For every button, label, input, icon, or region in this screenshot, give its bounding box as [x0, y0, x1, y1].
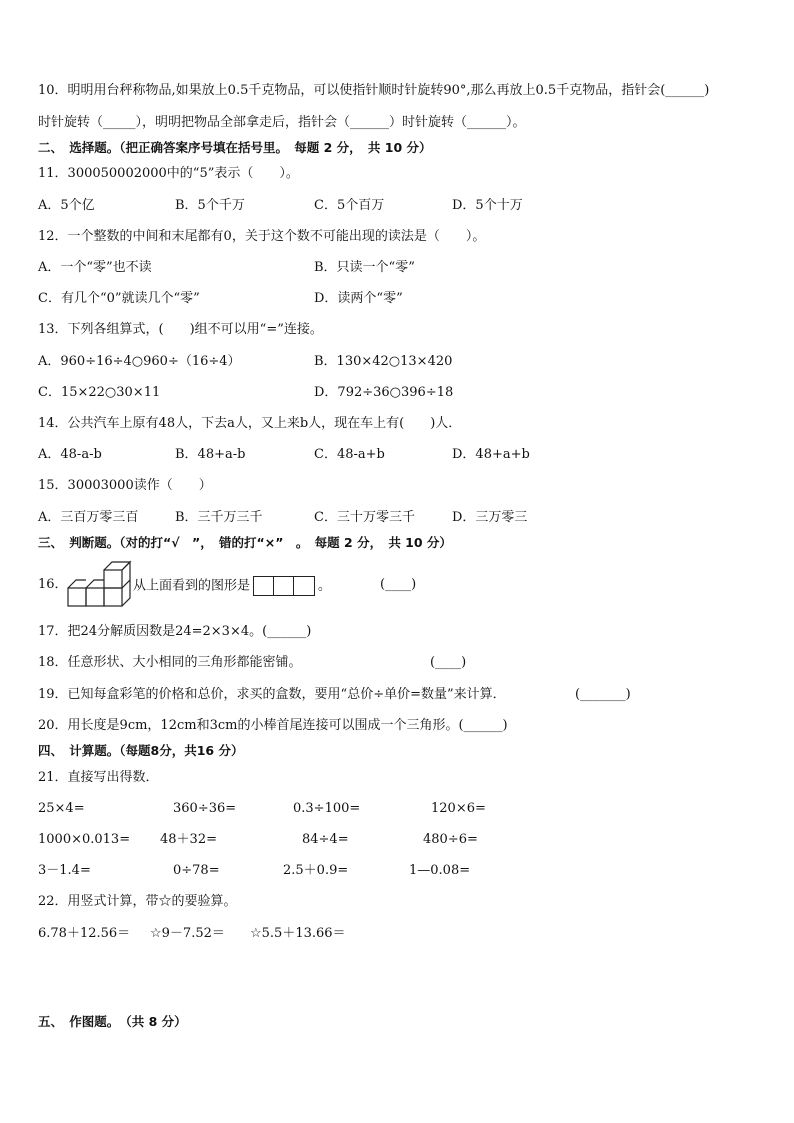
q11-stem: 11．300050002000中的“5”表示（ ）。	[38, 166, 299, 181]
q13-option-c: C．15×22○30×11	[38, 385, 161, 400]
q21-r1-c2: 360÷36=	[173, 801, 237, 816]
cube-stack-figure	[66, 560, 132, 610]
q10-line1: 10．明明用台秤称物品,如果放上0.5千克物品，可以使指针顺时针旋转90°,那么再放上0.5千克物品，指针会(______)	[38, 83, 710, 98]
q12-stem: 12．一个整数的中间和末尾都有0，关于这个数不可能出现的读法是（ ）。	[38, 229, 486, 244]
q15-option-a: A．三百万零三百	[38, 510, 139, 525]
q11-option-b: B．5个千万	[175, 198, 245, 213]
q13-option-a: A．960÷16÷4○960÷（16÷4）	[38, 354, 241, 369]
q13-stem: 13．下列各组算式，( )组不可以用“=”连接。	[38, 322, 323, 337]
q21-r3-c1: 3－1.4=	[38, 863, 91, 878]
q21-r2-c3: 84÷4=	[302, 832, 349, 847]
q22-stem: 22．用竖式计算，带☆的要验算。	[38, 894, 237, 909]
section-calc-title: 四、 计算题。（每题8分，共16 分）	[38, 743, 244, 758]
q22-item-3: ☆5.5＋13.66＝	[250, 926, 346, 941]
q21-r3-c3: 2.5＋0.9=	[283, 863, 349, 878]
q12-option-c: C．有几个“0”就读几个“零”	[38, 291, 200, 306]
q14-option-d: D．48+a+b	[452, 447, 530, 462]
q11-option-d: D．5个十万	[452, 198, 523, 213]
q21-r1-c3: 0.3÷100=	[293, 801, 361, 816]
q21-r1-c1: 25×4=	[38, 801, 85, 816]
q10-line2: 时针旋转（_____），明明把物品全部拿走后，指针会（______）时针旋转（______）。	[38, 115, 526, 130]
q12-option-b: B．只读一个“零”	[314, 260, 415, 275]
q15-option-d: D．三万零三	[452, 510, 528, 525]
q14-option-a: A．48-a-b	[38, 447, 102, 462]
q16-number: 16．	[38, 577, 68, 592]
q14-option-b: B．48+a-b	[175, 447, 246, 462]
q11-option-a: A．5个亿	[38, 198, 95, 213]
q18-text: 18．任意形状、大小相同的三角形都能密铺。	[38, 655, 302, 670]
q21-r2-c4: 480÷6=	[423, 832, 478, 847]
q13-option-b: B．130×42○13×420	[314, 354, 453, 369]
top-view-boxes	[253, 576, 315, 596]
q12-option-a: A．一个“零”也不读	[38, 260, 152, 275]
q22-item-1: 6.78＋12.56＝	[38, 926, 131, 941]
q20-text: 20．用长度是9cm，12cm和3cm的小棒首尾连接可以围成一个三角形。(______)	[38, 718, 508, 733]
section-choice-title: 二、 选择题。（把正确答案序号填在括号里。 每题 2 分， 共 10 分）	[38, 140, 432, 155]
q16-text: 从上面看到的图形是 。	[133, 576, 331, 596]
q22-item-2: ☆9－7.52＝	[150, 926, 225, 941]
q14-option-c: C．48-a+b	[314, 447, 385, 462]
q16-answer-blank: (____)	[380, 577, 417, 592]
q21-stem: 21．直接写出得数．	[38, 770, 159, 785]
q21-r1-c4: 120×6=	[431, 801, 486, 816]
q15-stem: 15．30003000读作（ ）	[38, 478, 212, 493]
q21-r3-c2: 0÷78=	[173, 863, 220, 878]
section-judge-title: 三、 判断题。（对的打“√ ”， 错的打“×” 。 每题 2 分， 共 10 分）	[38, 535, 452, 550]
q14-stem: 14．公共汽车上原有48人，下去a人，又上来b人，现在车上有( )人．	[38, 416, 462, 431]
q11-option-c: C．5个百万	[314, 198, 385, 213]
q15-option-c: C．三十万零三千	[314, 510, 415, 525]
q19-text: 19．已知每盒彩笔的价格和总价，求买的盒数，要用“总价÷单价=数量”来计算．	[38, 687, 506, 702]
q13-option-d: D．792÷36○396÷18	[314, 385, 454, 400]
q12-option-d: D．读两个“零”	[314, 291, 403, 306]
q18-answer-blank: (____)	[430, 655, 467, 670]
section-draw-title: 五、 作图题。 （共 8 分）	[38, 1014, 187, 1029]
q21-r2-c2: 48＋32=	[160, 832, 217, 847]
q21-r2-c1: 1000×0.013=	[38, 832, 131, 847]
q15-option-b: B．三千万三千	[175, 510, 263, 525]
q19-answer-blank: (_______)	[575, 687, 631, 702]
q21-r3-c4: 1—0.08=	[409, 863, 471, 878]
q17-text: 17．把24分解质因数是24=2×3×4。(______)	[38, 624, 312, 639]
